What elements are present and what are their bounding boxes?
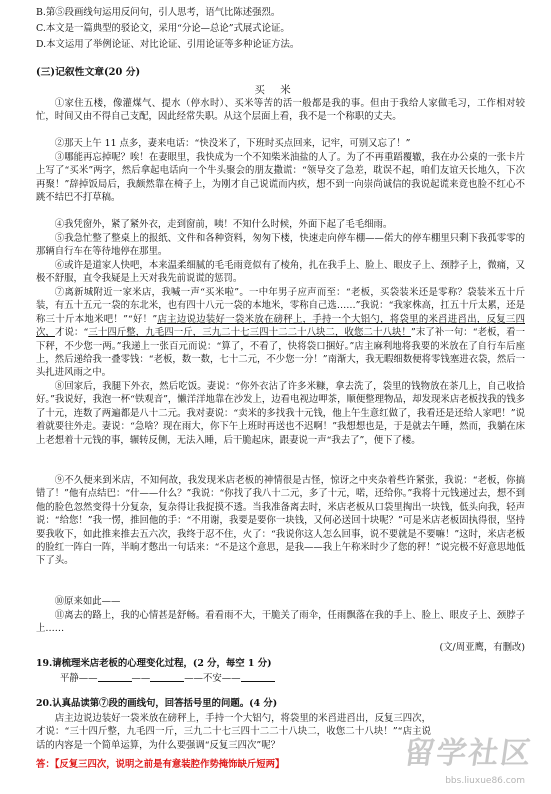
paragraph-8: ⑧回家后，我腿下外衣，然后吃饭。妻说：“你外衣沾了许多米糠，拿去洗了，袋里的钱物放在茶几上，自己收拾好。”我说好，我泡一杯“铁观音”，懒洋洋地靠在沙发上，边看电视边呷茶，顺便整理物品，却发现米店老板找我的钱多了十元，连数了两遍都是八十二元。我对妻说：“卖米的多找我十元钱，他上午生意红做了，我看还是还给人家吧！”说着就要往外走。妻说：“急啥？现在雨大，你下午上班时再送也不迟啊！”我想想也是，于是就去午睡，然而，我躺在床上老想着十元钱的事，辗转反侧，无法入睡，后干脆起床，跟妻说一声“我去了”，便下了楼。 <box>36 381 525 446</box>
blank-3[interactable] <box>241 672 275 682</box>
option-c: C.本文是一篇典型的驳论文，采用“分论—总论”式展式论证。 <box>36 23 290 34</box>
watermark-url: bbs.liuxue86.com <box>445 776 525 786</box>
chain-start: 平静—— <box>60 673 98 684</box>
option-b: B.第⑤段画线句运用反问句，引人思考，语气比陈述强烈。 <box>36 7 281 18</box>
question-19-chain <box>60 672 525 685</box>
paragraph-11: ⑪离去的路上，我的心情甚是舒畅。看看雨不大，干脆关了雨伞，任雨飘落在我的手上、脸上、眼皮子上、颈脖子上…… <box>36 610 525 635</box>
paragraph-9: ⑨不久便来到米店，不知何故，我发现米店老板的神情很是古怪，惊讶之中夹杂着些许紧张，我说：“老板，你搞错了！”他有点结巴：“什——什么？”我说：“你找了我八十二元，多了十元，喏，还给你。”我将十元钱递过去，想不到他的脸色忽然变得十分复杂，复杂得让我捉摸不透。当我准备离去时，米店老板从口袋里掏出一块钱，低头向我，轻声说：“给您！”我一愣，推回他的手：“不用谢，我要是要你一块钱，又何必送回十块呢？”可是米店老板固执得很，坚持要我收下，如此推来推去五六次，我终于忍不住，火了：“我说你这人怎么回事，说不要就是不要嘛！”这时，米店老板的脸红一阵白一阵，半晌才憋出一句话来：“不是这个意思，是我——我上午称米时少了您的秤！”说完极不好意思地低下了头。 <box>36 475 525 567</box>
blank-2[interactable] <box>150 672 184 682</box>
section-heading: (三)记叙性文章(20 分) <box>36 67 141 78</box>
paragraph-7 <box>36 286 525 380</box>
paragraph-7-part-a: ⑦离新城附近一家米店，我喊一声“买米啦”。一中年男子应声而至：“老板，买袋装米还是零称？袋装米五十斤装，有五十五元一袋的东北米，也有四十八元一袋的本地米，零称自己选……”我说：“我家 <box>36 287 525 312</box>
question-20-stem: 20.认真品读第⑦段的画线句，回答括号里的问题。(4 分) <box>36 698 278 709</box>
blank-1[interactable] <box>98 672 132 682</box>
paragraph-4: ④我凭窗外，紧了紧外衣，走到窗前，咦！不知什么时候，外面下起了毛毛细雨。 <box>54 219 393 230</box>
story-title: 买 米 <box>254 84 297 96</box>
paragraph-1: ①家住五楼，像灌煤气、提水（停水时）、买米等苦的活一般都是我的事。但由于我给人家做毛习，工作相对较忙，时间又由不得自己支配，因此经常失职。从这个层面上看，我不是一个称职的丈夫。 <box>36 98 525 123</box>
underlined-sentence: 店主边说边装好一袋米放在磅秤上，手持一个大铝勺，将袋里的米舀进舀出，反复三四次， <box>36 313 525 339</box>
paragraph-2: ②那天上午 11 点多，妻来电话：“快没米了，下班时买点回来，记牢，可别又忘了！” <box>54 138 411 149</box>
option-d: D.本文运用了举例论证、对比论证、引用论证等多种论证方法。 <box>36 39 300 50</box>
paragraph-7-part-f: ”末了补一句：“老板，看一下秤，不少您一两。”我递上一张百元而说：“算了，不看了，快将袋口捆好。”店主麻利地将我要的米放在了自行车后座上，然后递给我一叠零钱：“老板，数一数，七十二元，不少您一分！”南渐大，我无暇细数便将零钱塞进衣袋，然后一头扎进风雨之中。 <box>36 327 525 379</box>
paragraph-10: ⑩原来如此—— <box>54 596 121 607</box>
answer-20: 答：【反复三四次，说明之前是有意装腔作势掩饰缺斤短两】 <box>36 759 285 770</box>
source-credit: (文/周亚鹰，有删改) <box>439 642 525 653</box>
question-19-stem: 19.请梳理米店老板的心理变化过程，(2 分，每空 1 分) <box>36 658 272 669</box>
underlined-quote: 三十四斤整，九毛四一斤，三九二十七三四十二二十八块二，收您二十八块！ <box>88 327 411 339</box>
paragraph-7-part-b: 株高，扛五十斤太累，还是称三十斤本地米吧！”“好！” <box>36 300 525 325</box>
paragraph-6: ⑥或许是道家人快吧，本来温柔细腻的毛毛雨竟似有了棱角，扎在我手上、脸上、眼皮子上、颈脖子上，微痛，又极不舒服，直令我疑是上天对我先前说谎的惩罚。 <box>36 260 525 285</box>
paragraph-3: ③哪能再忘掉呢？唉！在妻眼里，我快成为一个不知柴米油盐的人了。为了不再重蹈覆辙，我在办公桌的一张卡片上写了“买米”两字，然后拿起电话向一个牛头聚会的朋友撒谎：“领导交了急差，耽误不起，咱们友谊天长地久，下次再聚！”辞掉饭局后，我颇然靠在椅子上，为刚才自己说谎而内疚，想不到一向崇尚诚信的我说起谎来竟也脸不红心不跳不结巴不打草稿。 <box>36 152 525 204</box>
paragraph-7-part-d: 才说：“ <box>54 327 89 339</box>
paragraph-5: ⑤我急忙整了整桌上的报纸、文件和各种资料，匆匆下楼，快速走向停车棚——偌大的停车棚里只剩下我孤零零的那辆自行车在等待地停在那里。 <box>36 233 525 258</box>
watermark-logo: 留学社区 <box>402 736 535 771</box>
chain-mid: —— <box>131 673 151 684</box>
question-20-quote: 店主边说边装好一袋米放在磅秤上，手持一个大铝勺，将袋里的米舀进舀出，反复三四次，才说：“三十四斤整，九毛四一斤，三九二十七三四十二二十八块二，收您二十八块！”“店主说话的内容是一个简单运算，为什么要强调“反复三四次”呢？ <box>36 713 431 751</box>
chain-unsafe: ——不安—— <box>184 673 241 684</box>
